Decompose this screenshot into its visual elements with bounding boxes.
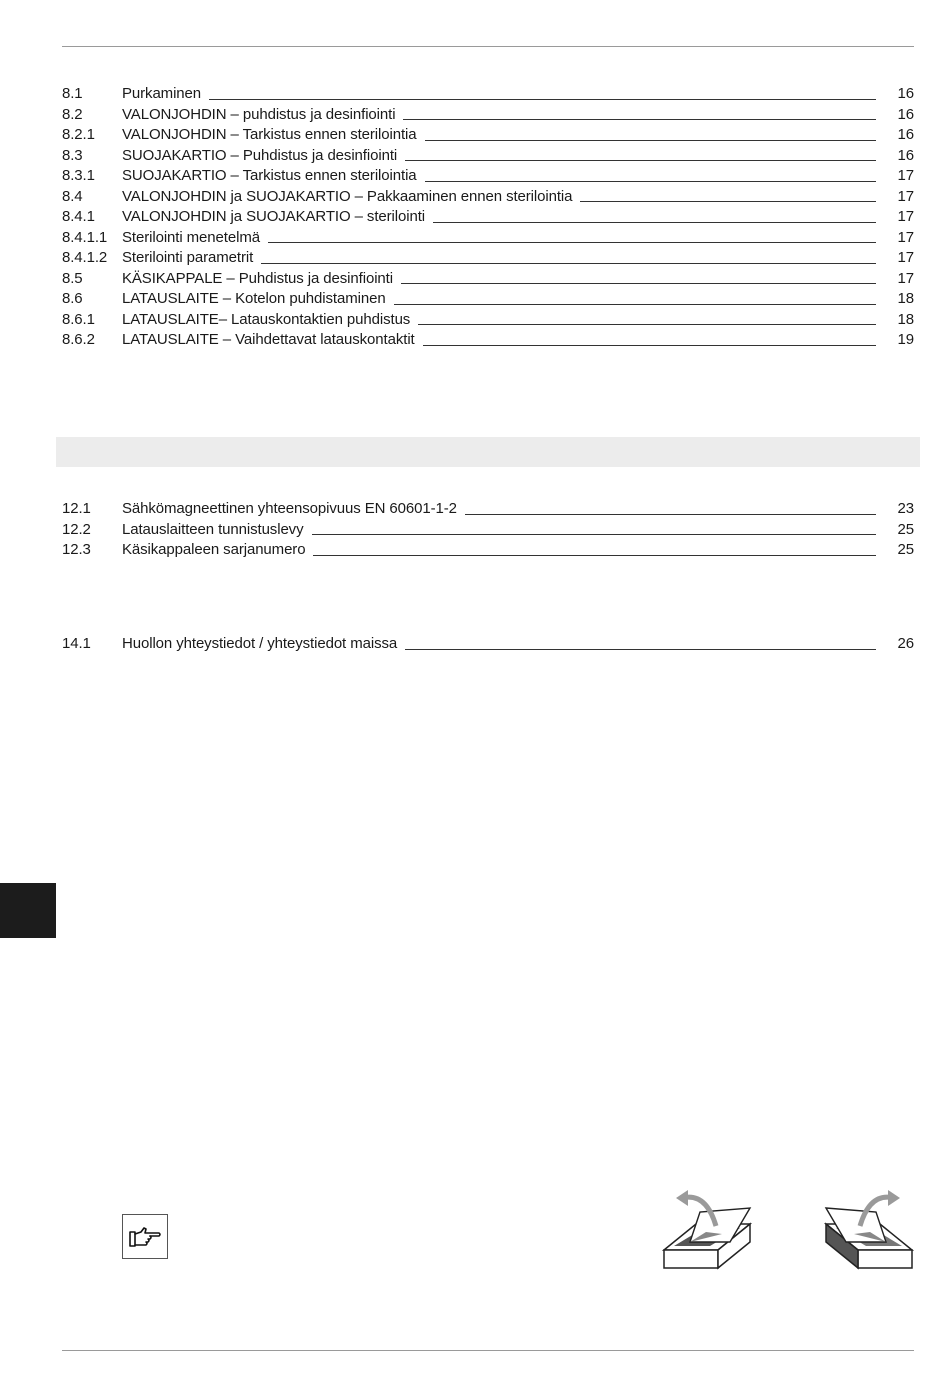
- toc-row[interactable]: [62, 499, 914, 520]
- bottom-rule: [62, 1350, 914, 1351]
- toc-title: KÄSIKAPPALE – Puhdistus ja desinfiointi: [122, 269, 393, 287]
- toc-title: LATAUSLAITE– Latauskontaktien puhdistus: [122, 310, 411, 328]
- toc-number: 8.4: [62, 187, 83, 205]
- toc-page: 17: [897, 208, 914, 225]
- toc-row[interactable]: [62, 187, 914, 208]
- toc-leader: [268, 242, 876, 243]
- toc-row[interactable]: [62, 84, 914, 105]
- toc-row[interactable]: [62, 330, 914, 351]
- toc-title: Sterilointi parametrit: [122, 249, 254, 266]
- toc-row[interactable]: [62, 634, 914, 655]
- pointing-hand-icon: [122, 1214, 168, 1259]
- toc-leader: [261, 263, 876, 264]
- toc-number: 8.3.1: [62, 167, 95, 184]
- toc-section-12: [62, 499, 914, 561]
- toc-row[interactable]: [62, 228, 914, 249]
- toc-leader: [465, 514, 876, 515]
- toc-number: 12.1: [62, 500, 91, 517]
- page-turn-forward-icon[interactable]: [822, 1188, 916, 1272]
- toc-leader: [580, 201, 876, 202]
- toc-number: 8.3: [62, 146, 83, 164]
- toc-number: 14.1: [62, 635, 91, 652]
- toc-number: 12.3: [62, 541, 91, 558]
- toc-title: Sterilointi menetelmä: [122, 228, 260, 246]
- toc-page: 17: [897, 269, 914, 287]
- toc-leader: [423, 345, 876, 346]
- toc-number: 8.2: [62, 105, 83, 123]
- toc-leader: [401, 283, 876, 284]
- toc-page: 17: [897, 228, 914, 246]
- toc-leader: [405, 160, 876, 161]
- toc-number: 12.2: [62, 520, 91, 538]
- toc-leader: [403, 119, 876, 120]
- top-rule: [62, 46, 914, 47]
- toc-number: 8.4.1.2: [62, 249, 108, 266]
- toc-page: 16: [897, 85, 914, 102]
- toc-page: 19: [897, 331, 914, 348]
- toc-page: 17: [897, 167, 914, 184]
- toc-leader: [312, 534, 877, 535]
- toc-title: Käsikappaleen sarjanumero: [122, 541, 306, 558]
- toc-page: 16: [897, 146, 914, 164]
- toc-row[interactable]: [62, 125, 914, 146]
- toc-row[interactable]: [62, 248, 914, 269]
- toc-section-14: [62, 634, 914, 655]
- toc-title: Huollon yhteystiedot / yhteystiedot maissa: [122, 635, 398, 652]
- toc-row[interactable]: [62, 540, 914, 561]
- toc-page: 25: [897, 520, 914, 538]
- toc-row[interactable]: [62, 520, 914, 541]
- toc-leader: [405, 649, 876, 650]
- toc-number: 8.5: [62, 269, 83, 287]
- toc-leader: [418, 324, 876, 325]
- toc-title: Purkaminen: [122, 85, 202, 102]
- toc-number: 8.6.2: [62, 331, 95, 348]
- toc-title: SUOJAKARTIO – Puhdistus ja desinfiointi: [122, 146, 398, 164]
- toc-page: 16: [897, 105, 914, 123]
- toc-title: Sähkömagneettinen yhteensopivuus EN 60601-1-2: [122, 500, 457, 517]
- toc-title: VALONJOHDIN ja SUOJAKARTIO – Pakkaaminen ennen sterilointia: [122, 187, 573, 205]
- toc-section-8: [62, 84, 914, 351]
- toc-page: 17: [897, 249, 914, 266]
- toc-page: 17: [897, 187, 914, 205]
- section-heading-band: [56, 437, 920, 467]
- toc-leader: [209, 99, 876, 100]
- toc-title: VALONJOHDIN – Tarkistus ennen sterilointia: [122, 126, 417, 143]
- page-turn-back-icon[interactable]: [660, 1188, 754, 1272]
- toc-title: SUOJAKARTIO – Tarkistus ennen sterilointia: [122, 167, 417, 184]
- toc-leader: [425, 181, 876, 182]
- toc-title: VALONJOHDIN – puhdistus ja desinfiointi: [122, 105, 396, 123]
- toc-title: LATAUSLAITE – Vaihdettavat latauskontaktit: [122, 331, 415, 348]
- chapter-tab-marker: [0, 883, 56, 938]
- toc-page: 26: [897, 635, 914, 652]
- toc-row[interactable]: [62, 289, 914, 310]
- toc-leader: [313, 555, 876, 556]
- toc-row[interactable]: [62, 310, 914, 331]
- toc-page: 23: [897, 500, 914, 517]
- toc-page: 18: [897, 290, 914, 307]
- toc-number: 8.2.1: [62, 126, 95, 143]
- toc-number: 8.4.1: [62, 208, 95, 225]
- toc-number: 8.1: [62, 85, 83, 102]
- toc-number: 8.6: [62, 290, 83, 307]
- toc-leader: [433, 222, 876, 223]
- toc-title: Latauslaitteen tunnistuslevy: [122, 520, 304, 538]
- toc-title: LATAUSLAITE – Kotelon puhdistaminen: [122, 290, 386, 307]
- toc-page: 16: [897, 126, 914, 143]
- toc-row[interactable]: [62, 269, 914, 290]
- toc-number: 8.4.1.1: [62, 228, 108, 246]
- toc-title: VALONJOHDIN ja SUOJAKARTIO – sterilointi: [122, 208, 426, 225]
- toc-page: 18: [897, 310, 914, 328]
- toc-page: 25: [897, 541, 914, 558]
- toc-row[interactable]: [62, 146, 914, 167]
- toc-row[interactable]: [62, 166, 914, 187]
- toc-leader: [394, 304, 876, 305]
- toc-leader: [425, 140, 876, 141]
- toc-row[interactable]: [62, 207, 914, 228]
- toc-number: 8.6.1: [62, 310, 95, 328]
- toc-row[interactable]: [62, 105, 914, 126]
